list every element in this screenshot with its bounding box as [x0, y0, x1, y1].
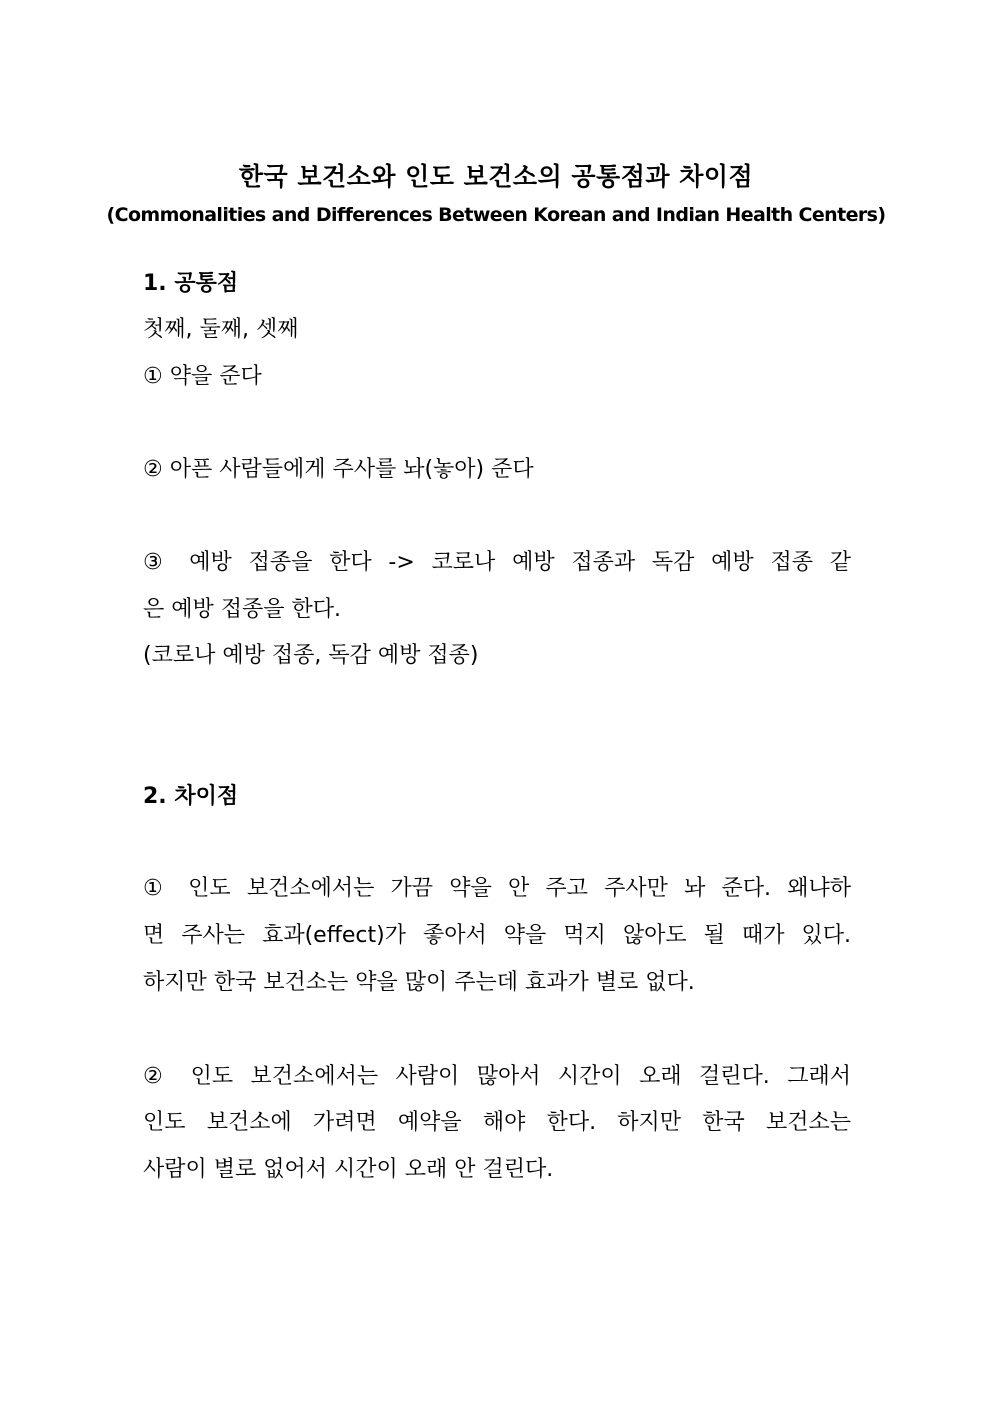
difference-item-2-line-3: 사람이 별로 없어서 시간이 오래 안 걸린다. [143, 1157, 554, 1182]
commonality-item-3-line-1: ③ 예방 접종을 한다 -> 코로나 예방 접종과 독감 예방 접종 같 [143, 550, 851, 575]
commonality-item-3-line-2: 은 예방 접종을 한다. [143, 597, 341, 622]
difference-item-1-line-3: 하지만 한국 보건소는 약을 많이 주는데 효과가 별로 없다. [143, 970, 695, 995]
ordinals-line: 첫째, 둘째, 셋째 [143, 317, 299, 342]
section-heading-commonalities: 1. 공통점 [143, 271, 239, 296]
difference-item-2-line-1: ② 인도 보건소에서는 사람이 많아서 시간이 오래 걸린다. 그래서 [143, 1064, 851, 1089]
section-heading-differences: 2. 차이점 [143, 784, 239, 809]
commonality-item-1: ① 약을 준다 [143, 364, 262, 389]
commonality-item-3-note: (코로나 예방 접종, 독감 예방 접종) [143, 643, 479, 668]
difference-item-1-line-1: ① 인도 보건소에서는 가끔 약을 안 주고 주사만 놔 준다. 왜냐하 [143, 876, 851, 901]
document-title-korean: 한국 보건소와 인도 보건소의 공통점과 차이점 [238, 162, 754, 191]
difference-item-1-line-2: 면 주사는 효과(effect)가 좋아서 약을 먹지 않아도 될 때가 있다. [143, 923, 851, 948]
difference-item-2-line-2: 인도 보건소에 가려면 예약을 해야 한다. 하지만 한국 보건소는 [143, 1110, 851, 1135]
commonality-item-2: ② 아픈 사람들에게 주사를 놔(놓아) 준다 [143, 457, 534, 482]
document-title-english: (Commonalities and Differences Between Korean and Indian Health Centers) [106, 204, 886, 226]
